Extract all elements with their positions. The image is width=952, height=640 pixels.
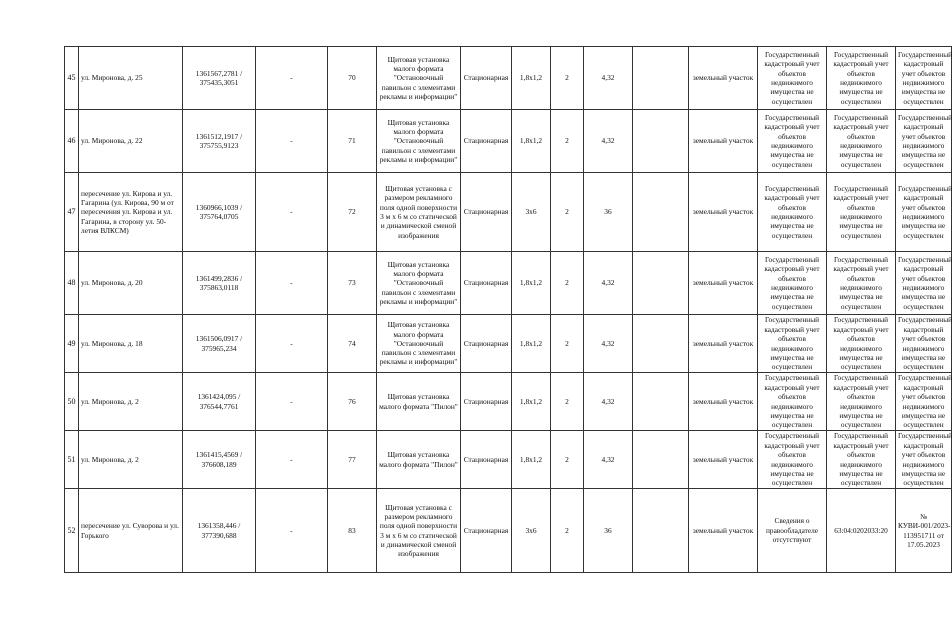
sides-cell: 2 bbox=[551, 373, 584, 431]
empty-cell bbox=[633, 489, 689, 573]
empty-value-cell: - bbox=[256, 47, 328, 110]
registry-extract-cell: Государственный кадастровый учет объектов недвижимого имущества не осуществлен bbox=[896, 47, 952, 110]
registry-extract-cell: Государственный кадастровый учет объектов недвижимого имущества не осуществлен bbox=[896, 373, 952, 431]
land-type-cell: земельный участок bbox=[689, 315, 758, 373]
structure-id-cell: 83 bbox=[328, 489, 377, 573]
structure-type-cell: Щитовая установка малого формата "Пилон" bbox=[377, 431, 461, 489]
empty-cell bbox=[633, 431, 689, 489]
coordinates-cell: 1361567,2781 / 375435,3051 bbox=[183, 47, 256, 110]
address-cell: пересечение ул. Кирова и ул. Гагарина (ул. Кирова, 90 м от пересечения ул. Кирова и ул. Гагарина, в сторону ул. 50-летия ВЛКСМ) bbox=[79, 173, 183, 252]
table-row bbox=[65, 173, 952, 252]
coordinates-cell: 1361499,2836 / 375863,0118 bbox=[183, 252, 256, 315]
empty-value-cell: - bbox=[256, 373, 328, 431]
structure-id-cell: 73 bbox=[328, 252, 377, 315]
registry-extract-cell: Государственный кадастровый учет объектов недвижимого имущества не осуществлен bbox=[896, 110, 952, 173]
coordinates-cell: 1361415,4569 / 376608,189 bbox=[183, 431, 256, 489]
area-cell: 4,32 bbox=[584, 373, 633, 431]
structure-id-cell: 76 bbox=[328, 373, 377, 431]
area-cell: 4,32 bbox=[584, 47, 633, 110]
sides-cell: 2 bbox=[551, 173, 584, 252]
empty-cell bbox=[633, 252, 689, 315]
table-row bbox=[65, 315, 952, 373]
mount-type-cell: Стационарная bbox=[461, 110, 512, 173]
area-cell: 4,32 bbox=[584, 315, 633, 373]
cadastral-status-cell: Сведения о правообладателе отсутствуют bbox=[758, 489, 827, 573]
table-row bbox=[65, 431, 952, 489]
row-number: 47 bbox=[65, 173, 79, 252]
structure-id-cell: 74 bbox=[328, 315, 377, 373]
cadastral-status-cell: Государственный кадастровый учет объектов недвижимого имущества не осуществлен bbox=[758, 431, 827, 489]
cadastral-status-cell: Государственный кадастровый учет объектов недвижимого имущества не осуществлен bbox=[758, 315, 827, 373]
land-type-cell: земельный участок bbox=[689, 489, 758, 573]
coordinates-cell: 1360966,1039 / 375764,0705 bbox=[183, 173, 256, 252]
size-cell: 1,8х1,2 bbox=[512, 47, 551, 110]
size-cell: 1,8х1,2 bbox=[512, 431, 551, 489]
structure-id-cell: 71 bbox=[328, 110, 377, 173]
coordinates-cell: 1361512,1917 / 375755,9123 bbox=[183, 110, 256, 173]
document-page bbox=[64, 46, 952, 573]
table-row bbox=[65, 489, 952, 573]
mount-type-cell: Стационарная bbox=[461, 252, 512, 315]
area-cell: 36 bbox=[584, 173, 633, 252]
registry-extract-cell: Государственный кадастровый учет объектов недвижимого имущества не осуществлен bbox=[896, 252, 952, 315]
row-number: 46 bbox=[65, 110, 79, 173]
sides-cell: 2 bbox=[551, 315, 584, 373]
land-type-cell: земельный участок bbox=[689, 373, 758, 431]
area-cell: 4,32 bbox=[584, 110, 633, 173]
row-number: 50 bbox=[65, 373, 79, 431]
address-cell: ул. Миронова, д. 25 bbox=[79, 47, 183, 110]
area-cell: 36 bbox=[584, 489, 633, 573]
registry-extract-cell: Государственный кадастровый учет объектов недвижимого имущества не осуществлен bbox=[896, 173, 952, 252]
cadastral-status-cell: Государственный кадастровый учет объектов недвижимого имущества не осуществлен bbox=[758, 173, 827, 252]
cadastral-status-cell: Государственный кадастровый учет объектов недвижимого имущества не осуществлен bbox=[758, 373, 827, 431]
structure-id-cell: 72 bbox=[328, 173, 377, 252]
table-row bbox=[65, 252, 952, 315]
table-row bbox=[65, 110, 952, 173]
coordinates-cell: 1361506,0917 / 375965,234 bbox=[183, 315, 256, 373]
coordinates-cell: 1361424,095 / 376544,7761 bbox=[183, 373, 256, 431]
mount-type-cell: Стационарная bbox=[461, 373, 512, 431]
land-type-cell: земельный участок bbox=[689, 110, 758, 173]
address-cell: ул. Миронова, д. 20 bbox=[79, 252, 183, 315]
table-body bbox=[65, 47, 952, 573]
mount-type-cell: Стационарная bbox=[461, 431, 512, 489]
structure-type-cell: Щитовая установка малого формата "Остановочный павильон с элементами рекламы и информации" bbox=[377, 315, 461, 373]
size-cell: 3х6 bbox=[512, 173, 551, 252]
empty-cell bbox=[633, 47, 689, 110]
empty-cell bbox=[633, 173, 689, 252]
cadastral-status-cell: Государственный кадастровый учет объектов недвижимого имущества не осуществлен bbox=[758, 252, 827, 315]
cadastral-number-cell: Государственный кадастровый учет объектов недвижимого имущества не осуществлен bbox=[827, 315, 896, 373]
land-type-cell: земельный участок bbox=[689, 252, 758, 315]
mount-type-cell: Стационарная bbox=[461, 315, 512, 373]
table-row bbox=[65, 373, 952, 431]
row-number: 48 bbox=[65, 252, 79, 315]
empty-value-cell: - bbox=[256, 110, 328, 173]
structure-type-cell: Щитовая установка малого формата "Остановочный павильон с элементами рекламы и информации" bbox=[377, 252, 461, 315]
size-cell: 1,8х1,2 bbox=[512, 315, 551, 373]
cadastral-status-cell: Государственный кадастровый учет объектов недвижимого имущества не осуществлен bbox=[758, 110, 827, 173]
land-type-cell: земельный участок bbox=[689, 431, 758, 489]
cadastral-number-cell: Государственный кадастровый учет объектов недвижимого имущества не осуществлен bbox=[827, 173, 896, 252]
size-cell: 1,8х1,2 bbox=[512, 373, 551, 431]
empty-value-cell: - bbox=[256, 431, 328, 489]
address-cell: ул. Миронова, д. 18 bbox=[79, 315, 183, 373]
empty-cell bbox=[633, 315, 689, 373]
structure-type-cell: Щитовая установка малого формата "Остановочный павильон с элементами рекламы и информации" bbox=[377, 47, 461, 110]
mount-type-cell: Стационарная bbox=[461, 173, 512, 252]
structure-type-cell: Щитовая установка малого формата "Пилон" bbox=[377, 373, 461, 431]
row-number: 52 bbox=[65, 489, 79, 573]
row-number: 51 bbox=[65, 431, 79, 489]
address-cell: ул. Миронова, д. 2 bbox=[79, 373, 183, 431]
sides-cell: 2 bbox=[551, 431, 584, 489]
sides-cell: 2 bbox=[551, 252, 584, 315]
row-number: 49 bbox=[65, 315, 79, 373]
mount-type-cell: Стационарная bbox=[461, 489, 512, 573]
registry-extract-cell: № КУВИ-001/2023-113951711 от 17.05.2023 bbox=[896, 489, 952, 573]
area-cell: 4,32 bbox=[584, 431, 633, 489]
cadastral-number-cell: Государственный кадастровый учет объектов недвижимого имущества не осуществлен bbox=[827, 373, 896, 431]
cadastral-status-cell: Государственный кадастровый учет объектов недвижимого имущества не осуществлен bbox=[758, 47, 827, 110]
structure-type-cell: Щитовая установка с размером рекламного поля одной поверхности 3 м х 6 м со статической и динамической сменой изображения bbox=[377, 489, 461, 573]
empty-cell bbox=[633, 110, 689, 173]
structure-type-cell: Щитовая установка малого формата "Остановочный павильон с элементами рекламы и информации" bbox=[377, 110, 461, 173]
size-cell: 1,8х1,2 bbox=[512, 252, 551, 315]
row-number: 45 bbox=[65, 47, 79, 110]
area-cell: 4,32 bbox=[584, 252, 633, 315]
empty-value-cell: - bbox=[256, 173, 328, 252]
advertising-structures-table bbox=[64, 46, 952, 573]
land-type-cell: земельный участок bbox=[689, 47, 758, 110]
structure-type-cell: Щитовая установка с размером рекламного поля одной поверхности 3 м х 6 м со статической и динамической сменой изображения bbox=[377, 173, 461, 252]
registry-extract-cell: Государственный кадастровый учет объектов недвижимого имущества не осуществлен bbox=[896, 315, 952, 373]
land-type-cell: земельный участок bbox=[689, 173, 758, 252]
table-row bbox=[65, 47, 952, 110]
address-cell: ул. Миронова, д. 22 bbox=[79, 110, 183, 173]
cadastral-number-cell: Государственный кадастровый учет объектов недвижимого имущества не осуществлен bbox=[827, 47, 896, 110]
cadastral-number-cell: 63:04:0202033:20 bbox=[827, 489, 896, 573]
sides-cell: 2 bbox=[551, 110, 584, 173]
cadastral-number-cell: Государственный кадастровый учет объектов недвижимого имущества не осуществлен bbox=[827, 252, 896, 315]
sides-cell: 2 bbox=[551, 47, 584, 110]
cadastral-number-cell: Государственный кадастровый учет объектов недвижимого имущества не осуществлен bbox=[827, 110, 896, 173]
coordinates-cell: 1361358,446 / 377390,688 bbox=[183, 489, 256, 573]
empty-value-cell: - bbox=[256, 489, 328, 573]
empty-value-cell: - bbox=[256, 252, 328, 315]
empty-cell bbox=[633, 373, 689, 431]
mount-type-cell: Стационарная bbox=[461, 47, 512, 110]
structure-id-cell: 70 bbox=[328, 47, 377, 110]
size-cell: 3х6 bbox=[512, 489, 551, 573]
address-cell: ул. Миронова, д. 2 bbox=[79, 431, 183, 489]
size-cell: 1,8х1,2 bbox=[512, 110, 551, 173]
address-cell: пересечение ул. Суворова и ул. Горького bbox=[79, 489, 183, 573]
structure-id-cell: 77 bbox=[328, 431, 377, 489]
cadastral-number-cell: Государственный кадастровый учет объектов недвижимого имущества не осуществлен bbox=[827, 431, 896, 489]
sides-cell: 2 bbox=[551, 489, 584, 573]
registry-extract-cell: Государственный кадастровый учет объектов недвижимого имущества не осуществлен bbox=[896, 431, 952, 489]
empty-value-cell: - bbox=[256, 315, 328, 373]
